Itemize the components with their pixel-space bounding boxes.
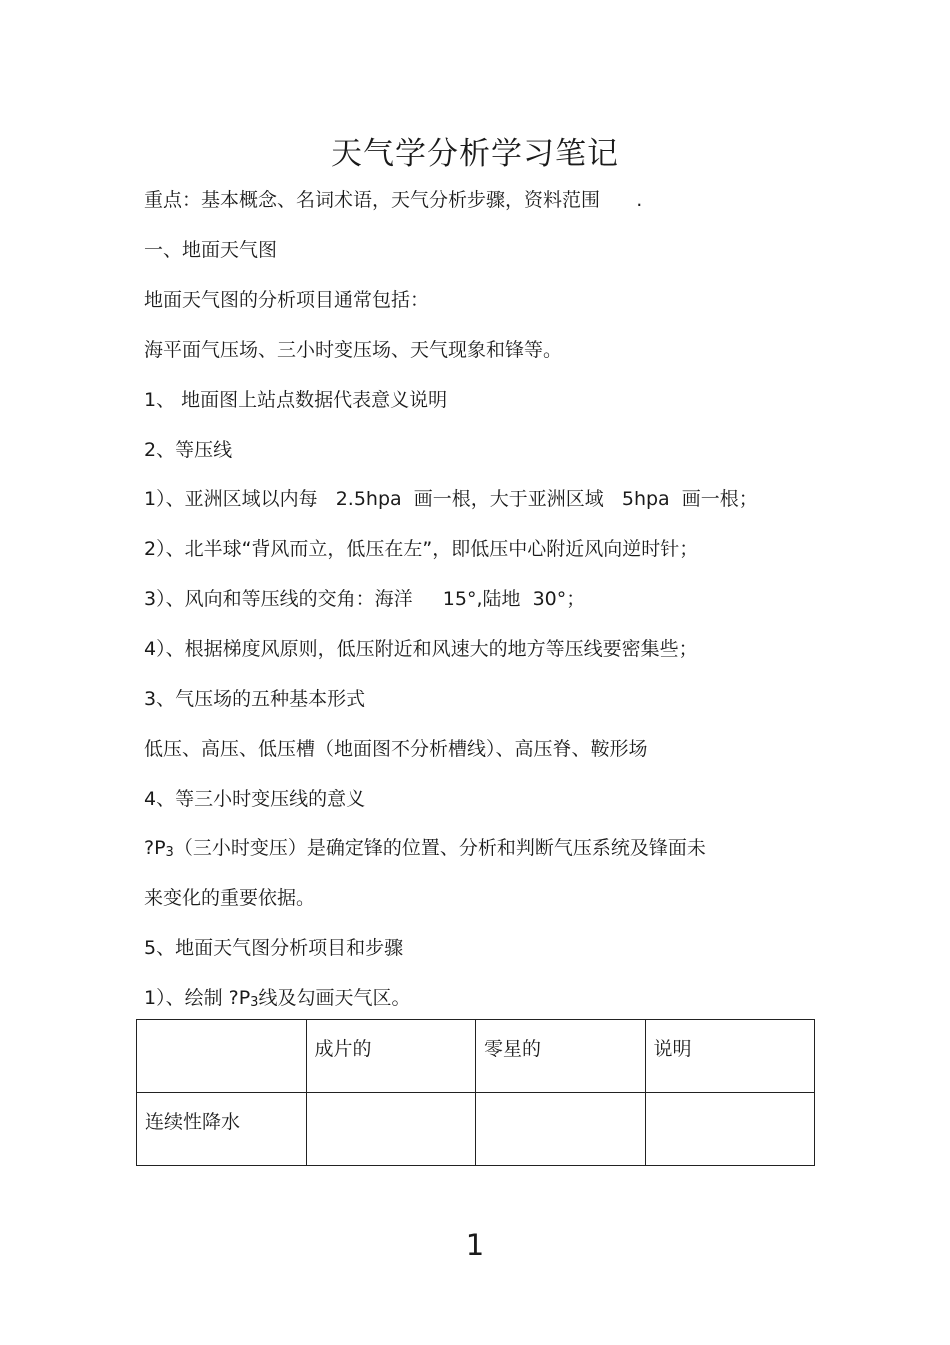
numbered-item: 5、地面天气图分析项目和步骤 xyxy=(144,937,404,959)
table-cell xyxy=(645,1093,815,1166)
table-cell xyxy=(306,1093,476,1166)
paragraph: 低压、高压、低压槽（地面图不分析槽线）、高压脊、鞍形场 xyxy=(144,738,648,760)
table-header-row xyxy=(137,1020,815,1093)
sub-item: 2）、北半球“背风而立，低压在左”，即低压中心附近风向逆时针； xyxy=(144,538,699,560)
numbered-item: 1、 地面图上站点数据代表意义说明 xyxy=(144,389,448,411)
numbered-item: 3、气压场的五种基本形式 xyxy=(144,688,366,710)
subscript: 3 xyxy=(165,845,174,860)
document-title: 天气学分析学习笔记 xyxy=(331,136,619,172)
sub-item: 4）、根据梯度风原则，低压附近和风速大的地方等压线要密集些； xyxy=(144,638,698,660)
text-run: ?P xyxy=(144,837,166,859)
numbered-item: 2、等压线 xyxy=(144,439,233,461)
table-cell: 成片的 xyxy=(306,1020,476,1093)
subscript: 3 xyxy=(250,995,259,1010)
paragraph: 海平面气压场、三小时变压场、天气现象和锋等。 xyxy=(144,339,563,361)
table-cell xyxy=(476,1093,646,1166)
text-run: （三小时变压）是确定锋的位置、分析和判断气压系统及锋面未 xyxy=(173,837,706,859)
table-cell xyxy=(137,1020,307,1093)
section-heading: 一、地面天气图 xyxy=(144,239,278,261)
paragraph xyxy=(144,835,706,866)
table-cell: 连续性降水 xyxy=(137,1093,307,1166)
text-run: 1）、绘制 ?P xyxy=(144,987,251,1009)
paragraph: 地面天气图的分析项目通常包括： xyxy=(144,289,430,311)
sub-item xyxy=(144,985,410,1016)
sub-item: 1）、亚洲区域以内每 2.5hpa 画一根，大于亚洲区域 5hpa 画一根； xyxy=(144,488,758,510)
table-row xyxy=(137,1093,815,1166)
table-cell: 说明 xyxy=(645,1020,815,1093)
key-points-line: 重点：基本概念、名词术语，天气分析步骤，资料范围 . xyxy=(144,189,643,211)
paragraph: 来变化的重要依据。 xyxy=(144,887,316,909)
page-number: 1 xyxy=(465,1228,485,1262)
text-run: 线及勾画天气区。 xyxy=(258,987,411,1009)
weather-area-table xyxy=(136,1019,815,1166)
sub-item: 3）、风向和等压线的交角：海洋 15°,陆地 30°； xyxy=(144,588,586,610)
table-cell: 零星的 xyxy=(476,1020,646,1093)
numbered-item: 4、等三小时变压线的意义 xyxy=(144,788,366,810)
